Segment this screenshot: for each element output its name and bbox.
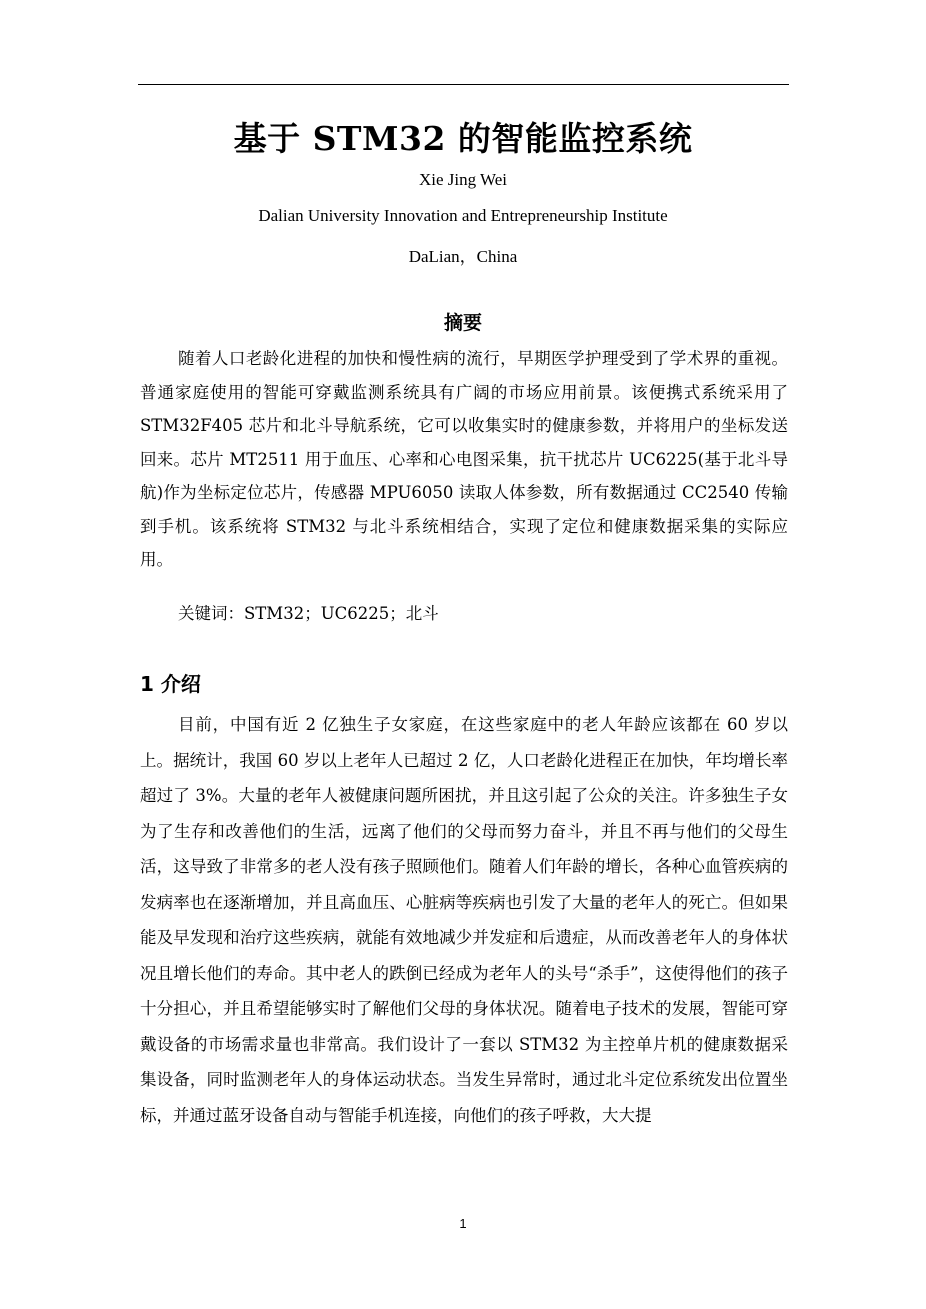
keywords: 关键词：STM32；UC6225；北斗 [178, 604, 439, 623]
author-affiliation: Dalian University Innovation and Entrepreneurship Institute [258, 206, 668, 225]
author-name: Xie Jing Wei [418, 170, 508, 189]
page-number: 1 [459, 1216, 467, 1231]
abstract-heading: 摘要 [443, 312, 482, 334]
paper-title: 基于 STM32 的智能监控系统 [233, 119, 693, 158]
header-rule [138, 84, 789, 85]
author-location: DaLian，China [408, 247, 518, 266]
introduction-body: 目前，中国有近 2 亿独生子女家庭，在这些家庭中的老人年龄应该都在 60 岁以上。据统计，我国 60 岁以上老年人已超过 2 亿，人口老龄化进程正在加快，年均增长率超过了 3%。大量的老年人被健康问题所困扰，并且这引起了公众的关注。许多独生子女为了生存和改善他们的生活，远离了他们的父母而努力奋斗，并且不再与他们的父母生活，这导致了非常多的老人没有孩子照顾他们。随着人们年龄的增长，各种心血管疾病的发病率也在逐渐增加，并且高血压、心脏病等疾病也引发了大量的老年人的死亡。但如果能及早发现和治疗这些疾病，就能有效地减少并发症和后遗症，从而改善老年人的身体状况且增长他们的寿命。其中老人的跌倒已经成为老年人的头号“杀手”，这使得他们的孩子十分担心，并且希望能够实时了解他们父母的身体状况。随着电子技术的发展，智能可穿戴设备的市场需求量也非常高。我们设计了一套以 STM32 为主控单片机的健康数据采集设备，同时监测老年人的身体运动状态。当发生异常时，通过北斗定位系统发出位置坐标，并通过蓝牙设备自动与智能手机连接，向他们的孩子呼救，大大提 [140, 715, 788, 1125]
section-heading-introduction: 1 介绍 [140, 672, 201, 696]
abstract-body: 随着人口老龄化进程的加快和慢性病的流行，早期医学护理受到了学术界的重视。普通家庭使用的智能可穿戴监测系统具有广阔的市场应用前景。该便携式系统采用了 STM32F405 芯片和北斗导航系统，它可以收集实时的健康参数，并将用户的坐标发送回来。芯片 MT2511 用于血压、心率和心电图采集，抗干扰芯片 UC6225(基于北斗导航)作为坐标定位芯片，传感器 MPU6050 读取人体参数，所有数据通过 CC2540 传输到手机。该系统将 STM32 与北斗系统相结合，实现了定位和健康数据采集的实际应用。 [140, 349, 788, 569]
